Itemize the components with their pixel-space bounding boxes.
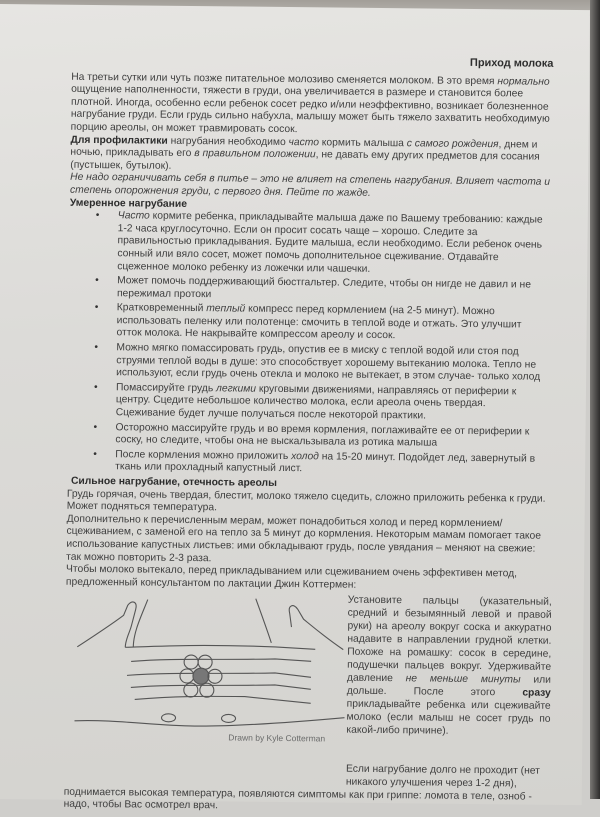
list-item-text: кормите ребенка, прикладывайте малыша даже по Вашему требованию: каждые 1-2 часа круглосуточно. Если он просит сосать чаще – хорошо. Следите за правильностью прикладывания. Будите малыша, если необходимо. Если ребенок очень сонный или вяло сосет, может помочь дополнительное сцеживание. Отдавайте сцеженное молоко ребенку из ложечки или чашечки. xyxy=(117,210,543,275)
background-edge xyxy=(590,0,600,799)
intro-text-cont: ощущение наполненности, тяжести в груди, она увеличивается в размере и становится более плотной. Иногда, особенно если ребенок сосет редко и/или неэффективно, возникает болезненное нагрубание груди. Если грудь сильно набухла, малышу может быть тяжело захватить необходимую порцию ареолы, он может травмировать сосок. xyxy=(70,83,550,136)
moderate-list xyxy=(67,210,554,479)
method-text: или дольше. После этого xyxy=(346,674,552,699)
prevention-paragraph xyxy=(70,134,554,177)
page-title: Приход молока xyxy=(469,56,554,70)
method-text: прикладывайте ребенка или сцеживайте молоко (если малыш не сосет грудь по какой-либо причине). xyxy=(346,699,551,738)
list-item xyxy=(116,382,552,424)
list-item xyxy=(117,275,553,305)
section-heading-severe: Сильное нагрубание, отечность ареолы xyxy=(70,475,277,489)
prevention-text: нагрубания необходимо xyxy=(167,135,289,148)
method-block xyxy=(64,591,550,762)
method-bold: сразу xyxy=(522,687,551,700)
list-item xyxy=(116,342,552,384)
list-item xyxy=(115,449,551,479)
prevention-text: , не давать ему других предметов для сосания (пустышек, бутылок). xyxy=(70,149,540,172)
method-italic: не меньше минуты xyxy=(405,673,521,686)
doctor-note-part2: поднимается высокая температура, появляются симптомы как при гриппе: ломота в теле, озноб - надо, чтобы Вас осмотрел врач. xyxy=(63,786,532,812)
paper-sheet xyxy=(0,4,590,812)
drinking-note-text: Не надо ограничивать себя в питье – это не влияет на степень нагрубания. Влияет частота и степень опорожнения груди, с первого дня. Пейте по жажде. xyxy=(69,172,551,199)
list-item xyxy=(117,210,554,278)
list-item-italic: легкими xyxy=(216,383,257,395)
method-description xyxy=(346,594,551,739)
list-item-text: Можно мягко помассировать грудь, опустив ее в миску с теплой водой или стоя под струями теплой воды в душе: это способствует хорошему вытеканию молока. Тепло не используют, если грудь очень отекла и молоко не вытекает, в этом случае- только холод xyxy=(116,342,541,383)
list-item-text: Может помочь поддерживающий бюстгальтер. Следите, чтобы он нигде не давил и не пережимал протоки xyxy=(116,275,532,300)
illustration-caption: Drawn by Kyle Cotterman xyxy=(228,732,326,744)
list-item-text: на 15-20 минут. Подойдет лед, завернутый в ткань или прохладный капустный лист. xyxy=(115,451,536,475)
doctor-note-part1: Если нагрубание долго не проходит (нет никакого улучшения через 1-2 дня), xyxy=(345,764,540,790)
severe-paragraph-1: Грудь горячая, очень твердая, блестит, молоко тяжело сцедить, сложно приложить ребенка к груди. Может подняться температура. xyxy=(66,488,546,514)
intro-italic: нормально xyxy=(497,75,550,88)
intro-paragraph xyxy=(71,71,556,139)
prevention-label: Для профилактики xyxy=(70,134,168,147)
severe-paragraph-3: Чтобы молоко вытекало, перед прикладыванием или сцеживанием очень эффективен метод, предложенный консультантом по лактации Джин Коттермен: xyxy=(65,563,518,591)
list-item xyxy=(116,303,552,345)
prevention-text: кормить малыша xyxy=(318,136,407,149)
list-item-text: компресс перед кормлением (на 2-5 минут). Можно использовать пеленку или полотенце: смочить в теплой воде и отжать. Это улучшит отток молока. Не накрывайте компрессом ареолу и сосок. xyxy=(116,303,522,342)
prevention-text: , днем и ночью, прикладывать его xyxy=(70,138,538,160)
list-item-text: круговыми движениями, направляясь от периферии к центру. Сцедите небольшое количество молока, если ареола очень твердая. Сцеживание будет лучше получаться после некоторой практики. xyxy=(115,383,517,422)
list-item-italic: Часто xyxy=(117,210,150,222)
section-heading-moderate: Умеренное нагрубание xyxy=(69,197,188,210)
list-item-text: Помассируйте грудь xyxy=(115,382,217,395)
document-body xyxy=(64,53,556,817)
list-item-text: После кормления можно приложить xyxy=(115,449,292,462)
list-item xyxy=(115,422,551,452)
prevention-italic: в правильном положении xyxy=(194,148,316,161)
severe-paragraph-2: Дополнительно к перечисленным мерам, может понадобиться холод и перед кормлением/сцеживанием, с заменой его на тепло за 5 минут до кормления. Некоторым мамам помогает такое использование капустных листьев: ими обкладывают грудь, после увядания – меняют на свежие: так можно повторить 2-3 раза. xyxy=(66,513,542,564)
list-item-text: Осторожно массируйте грудь и во время кормления, поглаживайте ее от периферии к соску, но следите, чтобы она не выскальзывала из ротика малыша xyxy=(115,421,530,449)
list-item-italic: холод xyxy=(291,450,319,463)
prevention-italic: с самого рождения xyxy=(406,137,499,150)
hands-on-areola-illustration-icon xyxy=(74,595,346,748)
list-item-italic: теплый xyxy=(206,303,246,315)
list-item-text: Кратковременный xyxy=(116,302,207,315)
prevention-italic: часто xyxy=(288,136,320,148)
method-text: Установите пальцы (указательный, средний и безымянный левой и правой руки) на ареолу вокруг соска и аккуратно надавите в направлении грудной клетки. Похоже на ромашку: сосок в середине, подушечки пальцев вокруг. Удерживайте давление xyxy=(346,595,552,685)
intro-text: На третьи сутки или чуть позже питательное молозиво сменяется молоком. В это время xyxy=(71,71,498,87)
